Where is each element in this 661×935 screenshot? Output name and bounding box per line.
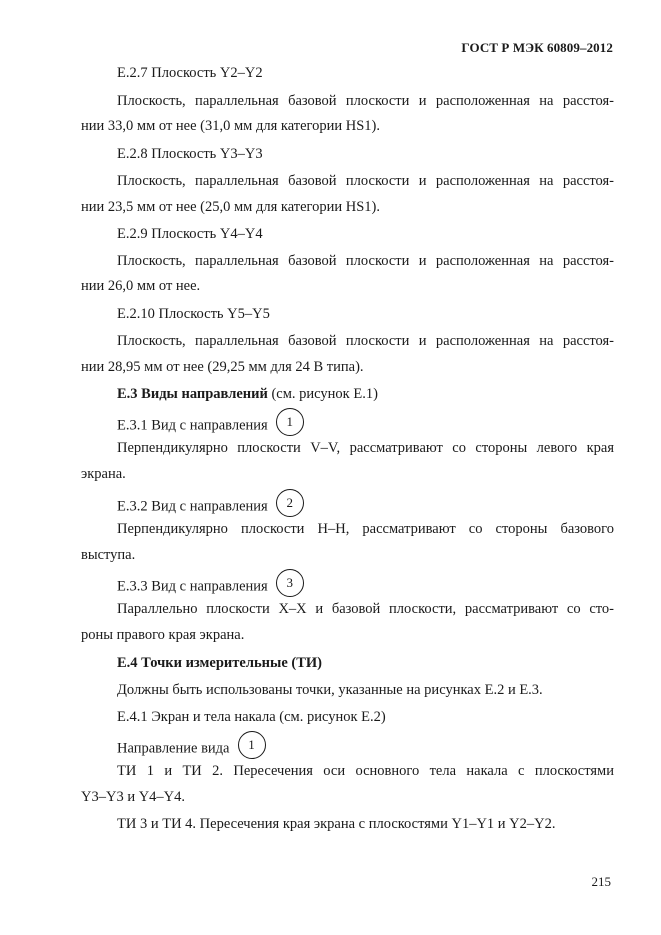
- direction-3-circle-icon: 3: [276, 569, 304, 597]
- section-e28-title: Е.2.8 Плоскость Y3–Y3: [117, 146, 263, 162]
- section-e27-title: Е.2.7 Плоскость Y2–Y2: [117, 65, 263, 81]
- section-e31-title: Е.3.1 Вид с направления: [117, 417, 268, 434]
- view-direction-1-circle-icon: 1: [238, 731, 266, 759]
- section-e29-text-line1: Плоскость, параллельная базовой плоскости и расположенная на расстоя-: [117, 253, 614, 269]
- section-e33-heading: [0, 573, 661, 601]
- section-e33-text-line1: Параллельно плоскости X–X и базовой плоскости, рассматривают со сто-: [117, 601, 614, 617]
- section-e3-heading: [0, 385, 661, 403]
- section-e31-text-line2: экрана.: [81, 466, 126, 482]
- section-e210-title: Е.2.10 Плоскость Y5–Y5: [117, 306, 270, 322]
- section-e27-text-line1: Плоскость, параллельная базовой плоскости и расположенная на расстоя-: [117, 93, 614, 109]
- section-e3-reference: (см. рисунок Е.1): [267, 386, 378, 402]
- section-e31-heading: [0, 412, 661, 440]
- section-e32-text-line2: выступа.: [81, 547, 136, 563]
- view-direction-label: Направление вида: [117, 740, 230, 757]
- section-e41-title: Е.4.1 Экран и тела накала (см. рисунок Е.2): [117, 709, 386, 725]
- section-e4-text: Должны быть использованы точки, указанные на рисунках Е.2 и Е.3.: [117, 682, 543, 698]
- section-e28-text-line1: Плоскость, параллельная базовой плоскости и расположенная на расстоя-: [117, 173, 614, 189]
- section-e32-heading: [0, 493, 661, 521]
- section-e27-text-line2: нии 33,0 мм от нее (31,0 мм для категории HS1).: [81, 118, 380, 134]
- direction-1-circle-icon: 1: [276, 408, 304, 436]
- view-direction-heading: [0, 735, 661, 763]
- section-e4-title: Е.4 Точки измерительные (ТИ): [117, 655, 322, 671]
- direction-2-circle-icon: 2: [276, 489, 304, 517]
- section-e29-title: Е.2.9 Плоскость Y4–Y4: [117, 226, 263, 242]
- running-header: ГОСТ Р МЭК 60809–2012: [461, 40, 613, 55]
- section-e31-text-line1: Перпендикулярно плоскости V–V, рассматривают со стороны левого края: [117, 440, 614, 456]
- section-e3-title: Е.3 Виды направлений: [117, 386, 268, 402]
- section-e210-text-line2: нии 28,95 мм от нее (29,25 мм для 24 В типа).: [81, 359, 364, 375]
- section-e33-text-line2: роны правого края экрана.: [81, 627, 245, 643]
- section-e33-title: Е.3.3 Вид с направления: [117, 578, 268, 595]
- section-e32-text-line1: Перпендикулярно плоскости H–H, рассматривают со стороны базового: [117, 521, 614, 537]
- section-e28-text-line2: нии 23,5 мм от нее (25,0 мм для категории HS1).: [81, 199, 380, 215]
- ti34-text: ТИ 3 и ТИ 4. Пересечения края экрана с плоскостями Y1–Y1 и Y2–Y2.: [117, 816, 556, 832]
- section-e32-title: Е.3.2 Вид с направления: [117, 498, 268, 515]
- ti12-text-line2: Y3–Y3 и Y4–Y4.: [81, 789, 186, 805]
- section-e210-text-line1: Плоскость, параллельная базовой плоскости и расположенная на расстоя-: [117, 333, 614, 349]
- section-e29-text-line2: нии 26,0 мм от нее.: [81, 278, 201, 294]
- section-e4-heading: [0, 654, 661, 672]
- page-number: 215: [591, 874, 611, 889]
- ti12-text-line1: ТИ 1 и ТИ 2. Пересечения оси основного тела накала с плоскостями: [117, 763, 614, 779]
